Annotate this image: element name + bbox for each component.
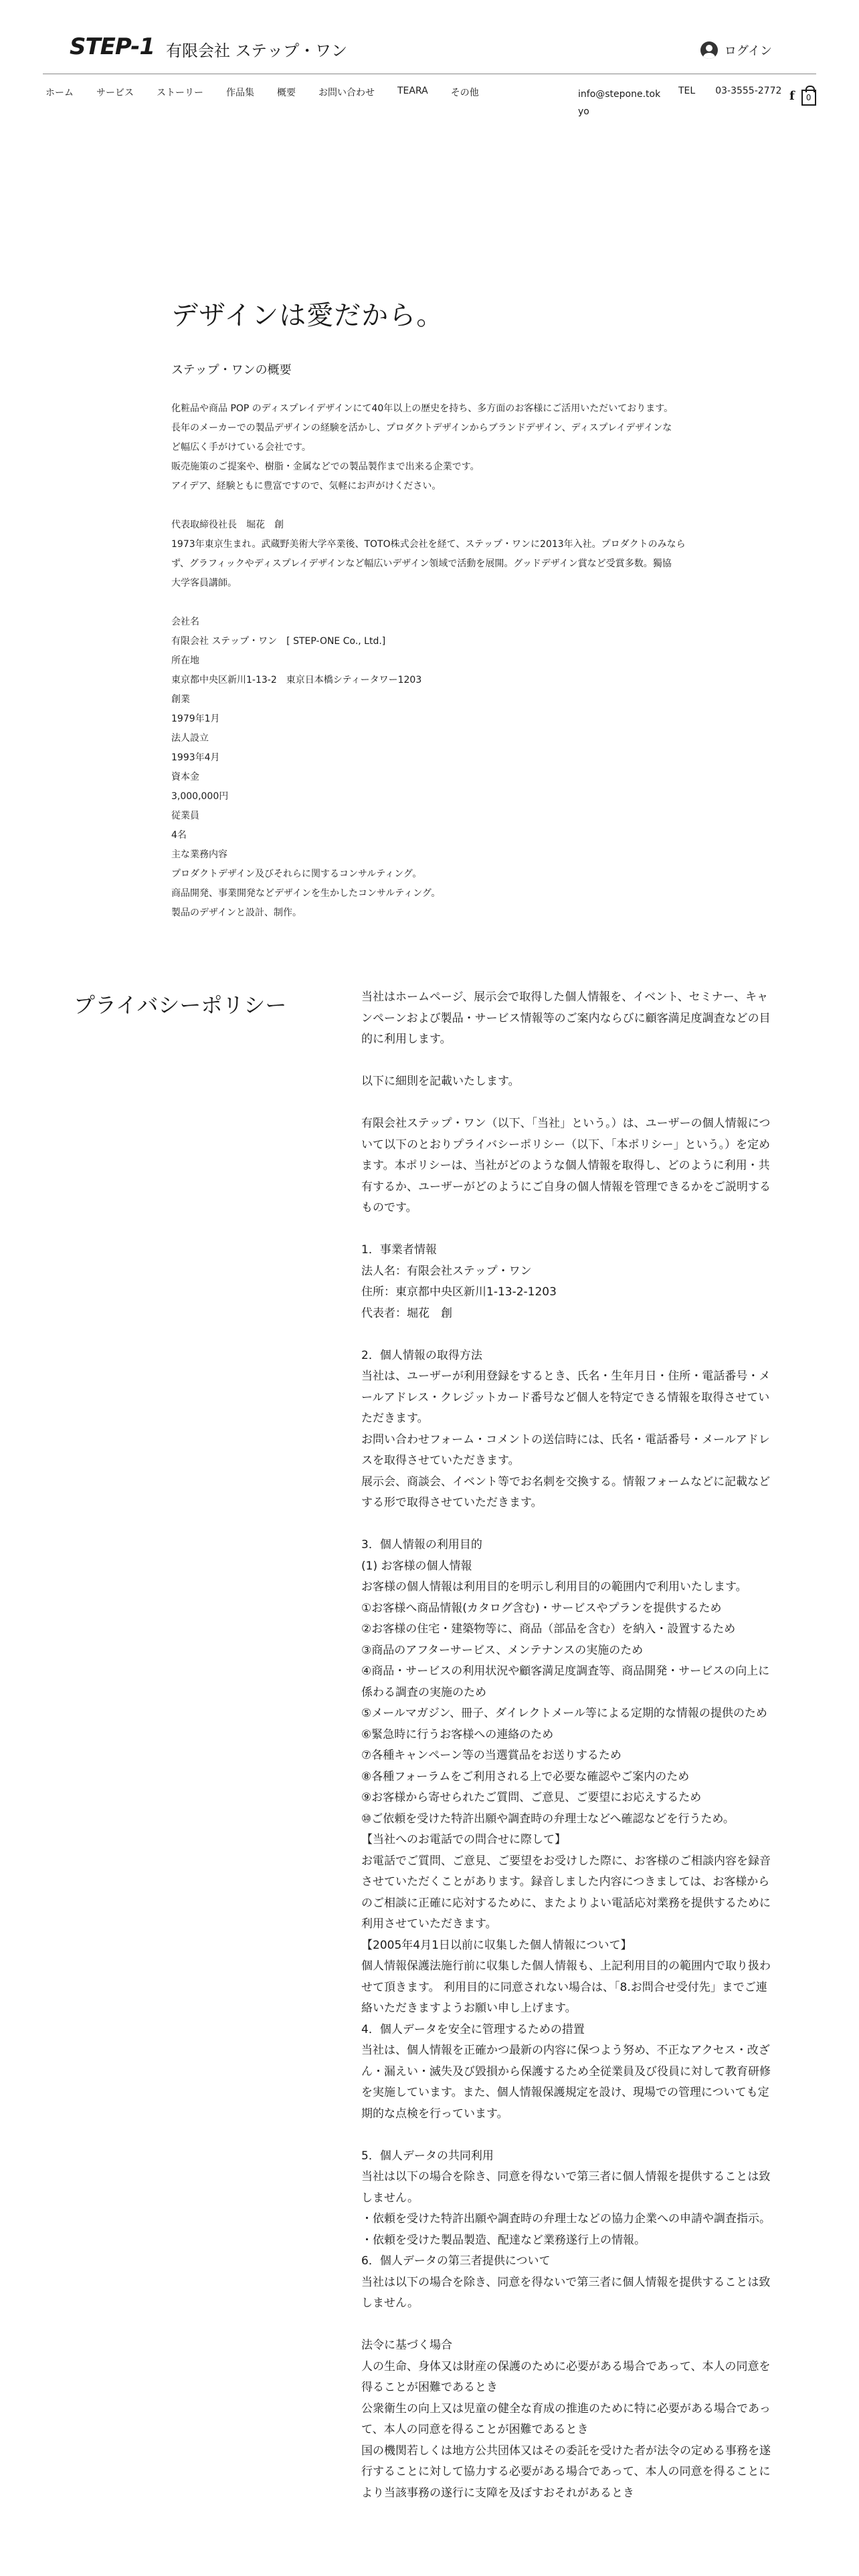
cart-count: 0	[805, 93, 812, 102]
intro-line: 化粧品や商品 POP のディスプレイデザインにて40年以上の歴史を持ち、多方面のお客様にご活用いただいております。	[171, 403, 674, 414]
paragraph-gap	[361, 1324, 776, 1346]
nav-item-services[interactable]: サービス	[96, 88, 134, 98]
intro-line: アイデア、経験ともに豊富ですので、気軽にお声がけください。	[171, 481, 442, 492]
privacy-paragraph: 人の生命、身体又は財産の保護のために必要がある場合であって、本人の同意を得ることが困難であるとき	[361, 2359, 771, 2394]
profile-line: プロダクトデザイン及びそれらに関するコンサルティング。	[171, 869, 422, 879]
ceo-line: ず、グラフィックやディスプレイデザインなど幅広いデザイン領域で活動を展開。グッドデザイン賞など受賞多数。獨協	[171, 558, 672, 569]
privacy-paragraph: 代表者：堀花 創	[361, 1306, 452, 1320]
profile-line: 東京都中央区新川1-13-2 東京日本橋シティータワー1203	[171, 675, 422, 685]
profile-line: 法人設立	[171, 733, 209, 744]
privacy-paragraph: 当社は以下の場合を除き、同意を得ないで第三者に個人情報を提供することは致しません。	[361, 2275, 771, 2310]
profile-line: 従業員	[171, 811, 199, 821]
ceo-profile	[171, 516, 733, 593]
intro-line: 長年のメーカーでの製品デザインの経験を活かし、プロダクトデザインからブランドデザイン、ディスプレイデザインな	[171, 423, 672, 433]
profile-line: 1993年4月	[171, 752, 220, 763]
contact-email[interactable]: info@stepone.tokyo	[578, 89, 661, 117]
profile-line: 有限会社 ステップ・ワン [ STEP-ONE Co., Ltd.]	[171, 636, 386, 647]
privacy-paragraph: ④商品・サービスの利用状況や顧客満足度調査等、商品開発・サービスの向上に係わる調査の実施のため	[361, 1665, 770, 1699]
profile-line: 会社名	[171, 617, 199, 627]
user-avatar-icon	[700, 41, 718, 59]
privacy-paragraph: お電話でご質問、ご意見、ご要望をお受けした際に、お客様のご相談内容を録音させていただくことがあります。録音しました内容につきましては、お客様からのご相談に正確に応対するために、またよりよい電話応対業務を提供するために利用させていただきます。	[361, 1854, 771, 1931]
hero-headline: デザインは愛だから。	[171, 300, 444, 331]
privacy-paragraph: 5．個人データの共同利用	[361, 2149, 494, 2163]
privacy-paragraph: 以下に細則を記載いたします。	[361, 1075, 520, 1088]
profile-line: 主な業務内容	[171, 849, 227, 860]
privacy-paragraph: 展示会、商談会、イベント等でお名刺を交換する。情報フォームなどに記載などする形で取得させていただきます。	[361, 1475, 771, 1509]
company-profile	[171, 613, 733, 923]
privacy-paragraph: 個人情報保護法施行前に収集した個人情報も、上記利用目的の範囲内で取り扱わせて頂きます。 利用目的に同意されない場合は、「8.お問合せ受付先」までご連絡いただきますようお願い申し上げます。	[361, 1959, 771, 2015]
contact-info	[578, 86, 781, 120]
privacy-paragraph: 法人名：有限会社ステップ・ワン	[361, 1264, 532, 1278]
login-label: ログイン	[724, 44, 772, 58]
privacy-paragraph: ①お客様へ商品情報(カタログ含む)・サービスやプランを提供するため	[361, 1601, 722, 1615]
nav-item-more[interactable]: その他	[450, 88, 479, 98]
privacy-paragraph: お問い合わせフォーム・コメントの送信時には、氏名・電話番号・メールアドレスを取得させていただきます。	[361, 1432, 770, 1467]
privacy-paragraph: ⑤メールマガジン、冊子、ダイレクトメール等による定期的な情報の提供のため	[361, 1707, 767, 1720]
profile-line: 資本金	[171, 772, 199, 782]
profile-line: 3,000,000円	[171, 791, 229, 802]
nav-item-story[interactable]: ストーリー	[157, 88, 203, 98]
tel-label: TEL	[678, 86, 696, 96]
privacy-paragraph: ⑦各種キャンペーン等の当選賞品をお送りするため	[361, 1749, 622, 1762]
paragraph-gap	[361, 1093, 776, 1114]
privacy-paragraph: ⑩ご依頼を受けた特許出願や調査時の弁理士などへ確認などを行うため。	[361, 1812, 735, 1826]
privacy-paragraph: 有限会社ステップ・ワン（以下、「当社」という。）は、ユーザーの個人情報について以下のとおりプライバシーポリシー（以下、「本ポリシー」という。）を定めます。本ポリシーは、当社がどのような個人情報を取得し、どのように利用・共有するか、ユーザーがどのようにご自身の個人情報を管理できるかをご説明するものです。	[361, 1117, 771, 1214]
ceo-line: 1973年東京生まれ。武蔵野美術大学卒業後、TOTO株式会社を経て、ステップ・ワンに2013年入社。プロダクトのみなら	[171, 539, 686, 550]
profile-line: 1979年1月	[171, 714, 220, 724]
nav-item-teara[interactable]: TEARA	[397, 86, 428, 96]
paragraph-gap	[361, 1514, 776, 1535]
privacy-paragraph: 1．事業者情報	[361, 1243, 437, 1257]
privacy-paragraph: ⑧各種フォーラムをご利用される上で必要な確認やご案内のため	[361, 1769, 690, 1784]
section-subtitle: ステップ・ワンの概要	[171, 363, 292, 377]
privacy-paragraph: 当社はホームページ、展示会で取得した個人情報を、イベント、セミナー、キャンペーンおよび製品・サービス情報等のご案内ならびに顧客満足度調査などの目的に利用します。	[361, 990, 771, 1046]
paragraph-gap	[361, 1219, 776, 1241]
privacy-title: プライバシーポリシー	[74, 992, 287, 1018]
company-intro	[171, 399, 733, 496]
privacy-policy-body	[361, 987, 776, 2504]
privacy-paragraph: 4．個人データを安全に管理するための措置	[361, 2022, 585, 2036]
privacy-paragraph: ⑨お客様から寄せられたご質問、ご意見、ご要望にお応えするため	[361, 1791, 702, 1804]
ceo-line: 大学客員講師。	[171, 578, 237, 588]
header-actions	[789, 86, 816, 106]
privacy-paragraph: 6．個人データの第三者提供について	[361, 2254, 551, 2268]
privacy-paragraph: 【2005年4月1日以前に収集した個人情報について】	[361, 1938, 632, 1952]
paragraph-gap	[361, 2315, 776, 2336]
profile-line: 製品のデザインと設計、制作。	[171, 907, 302, 918]
site-header	[0, 0, 859, 120]
privacy-paragraph: (1) お客様の個人情報	[361, 1559, 472, 1573]
facebook-icon[interactable]: f	[789, 88, 795, 103]
privacy-paragraph: 当社は以下の場合を除き、同意を得ないで第三者に個人情報を提供することは致しません。	[361, 2170, 771, 2205]
company-name[interactable]: 有限会社 ステップ・ワン	[166, 41, 348, 60]
privacy-paragraph: お客様の個人情報は利用目的を明示し利用目的の範囲内で利用いたします。	[361, 1580, 747, 1594]
privacy-paragraph: 3．個人情報の利用目的	[361, 1538, 482, 1551]
privacy-paragraph: 住所：東京都中央区新川1-13-2-1203	[361, 1285, 557, 1299]
company-logo[interactable]: STEP-1	[70, 33, 155, 60]
about-section	[171, 294, 733, 923]
nav-item-home[interactable]: ホーム	[45, 88, 74, 98]
nav-item-overview[interactable]: 概要	[277, 88, 296, 98]
nav-item-contact[interactable]: お問い合わせ	[318, 88, 375, 98]
tel-number[interactable]: 03-3555-2772	[715, 86, 782, 96]
login-button[interactable]	[700, 41, 772, 59]
contact-tel	[678, 86, 781, 120]
privacy-paragraph: ⑥緊急時に行うお客様への連絡のため	[361, 1727, 554, 1741]
ceo-line: 代表取締役社長 堀花 創	[171, 520, 284, 530]
privacy-paragraph: ③商品のアフターサービス、メンテナンスの実施のため	[361, 1643, 644, 1657]
nav-item-works[interactable]: 作品集	[226, 88, 254, 98]
profile-line: 商品開発、事業開発などデザインを生かしたコンサルティング。	[171, 888, 441, 899]
privacy-paragraph: ②お客様の住宅・建築物等に、商品（部品を含む）を納入・設置するため	[361, 1622, 736, 1636]
paragraph-gap	[361, 2125, 776, 2146]
privacy-paragraph: 国の機関若しくは地方公共団体又はその委託を受けた者が法令の定める事務を遂行することに対して協力する必要がある場合であって、本人の同意を得ることにより当該事務の遂行に支障を及ぼすおそれがあるとき	[361, 2444, 771, 2500]
main-nav	[45, 86, 479, 99]
privacy-paragraph: 当社は、個人情報を正確かつ最新の内容に保つよう努め、不正なアクセス・改ざん・漏えい・滅失及び毀損から保護するため全従業員及び役員に対して教育研修を実施しています。また、個人情報保護規定を設け、現場での管理についても定期的な点検を行っています。	[361, 2044, 771, 2121]
profile-line: 所在地	[171, 655, 199, 666]
privacy-paragraph: ・依頼を受けた製品製造、配達など業務遂行上の情報。	[361, 2233, 646, 2247]
privacy-paragraph: 【当社へのお電話での問合せに際して】	[361, 1833, 566, 1846]
privacy-paragraph: ・依頼を受けた特許出願や調査時の弁理士などの協力企業への申請や調査指示。	[361, 2212, 771, 2226]
profile-line: 創業	[171, 694, 190, 705]
paragraph-gap	[361, 1051, 776, 1072]
cart-icon[interactable]	[801, 90, 816, 106]
privacy-paragraph: 法令に基づく場合	[361, 2339, 452, 2352]
profile-line: 4名	[171, 830, 187, 841]
privacy-paragraph: 当社は、ユーザーが利用登録をするとき、氏名・生年月日・住所・電話番号・メールアドレス・クレジットカード番号など個人を特定できる情報を取得させていただきます。	[361, 1370, 771, 1425]
privacy-paragraph: 公衆衛生の向上又は児童の健全な育成の推進のために特に必要がある場合であって、本人の同意を得ることが困難であるとき	[361, 2401, 771, 2436]
intro-line: 販売施策のご提案や、樹脂・金属などでの製品製作まで出来る企業です。	[171, 461, 480, 472]
intro-line: ど幅広く手がけている会社です。	[171, 442, 311, 453]
privacy-paragraph: 2．個人情報の取得方法	[361, 1348, 482, 1362]
